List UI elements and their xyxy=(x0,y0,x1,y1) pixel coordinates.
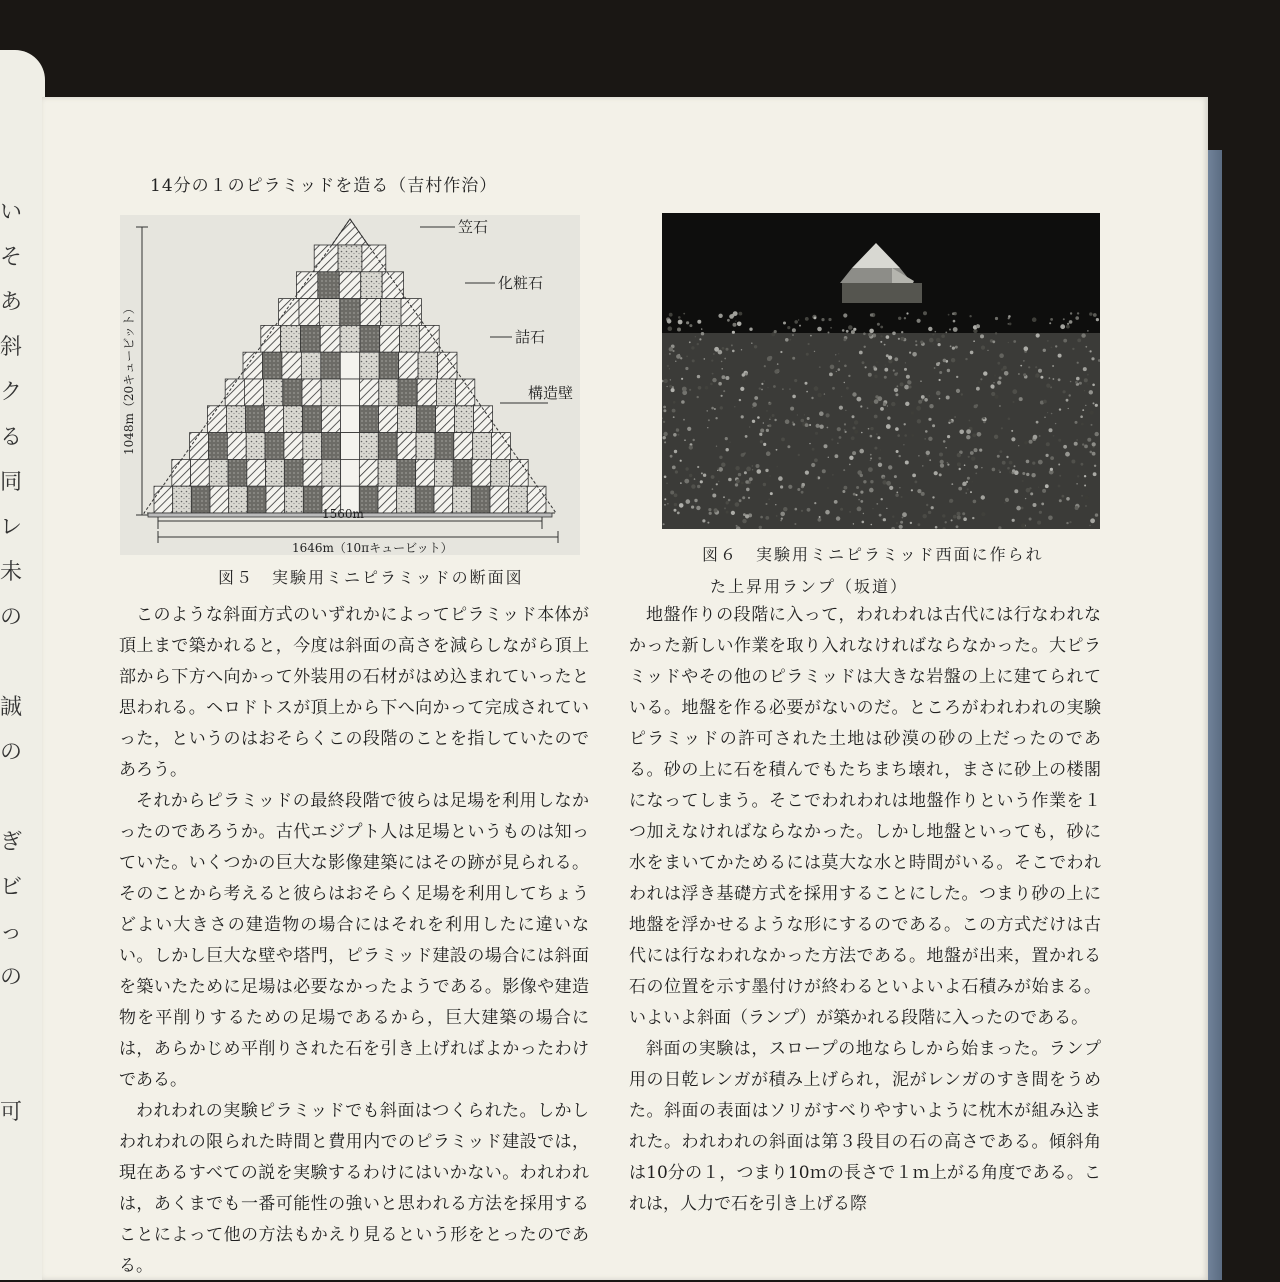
stone-block xyxy=(285,486,304,513)
label-casing-stone: 化粧石 xyxy=(498,274,544,292)
facing-page-char: 未 xyxy=(0,560,23,585)
figure-6-caption xyxy=(702,539,1082,603)
stone-block xyxy=(303,433,322,460)
stone-block xyxy=(434,459,453,486)
stone-block xyxy=(321,379,340,406)
stone-block xyxy=(454,433,473,460)
stone-block xyxy=(455,406,474,433)
stone-block xyxy=(244,379,263,406)
stone-block xyxy=(379,406,398,433)
stone-block xyxy=(229,486,248,513)
paragraph: 斜面の実験は，スロープの地ならしから始まった。ランプ用の日乾レンガが積み上げられ，泥がレンガのすき間をうめた。斜面の表面はソリがすべりやすいように枕木が組み込まれた。われわれの斜面は第３段目の石の高さである。傾斜角は10分の１，つまり10ｍの長さで１ｍ上がる角度である。これは，人力で石を引き上げる際 xyxy=(629,1039,1101,1214)
stone-block xyxy=(379,352,398,379)
stone-block xyxy=(379,379,398,406)
stone-block xyxy=(266,459,285,486)
stone-block xyxy=(382,272,403,299)
stone-block xyxy=(359,433,378,460)
stone-block xyxy=(378,433,397,460)
stone-block xyxy=(320,325,340,352)
stone-block xyxy=(340,325,360,352)
stone-block xyxy=(303,486,322,513)
left-text-column xyxy=(119,600,589,1282)
running-header: 14分の１のピラミッドを造る（吉村作治） xyxy=(150,176,498,196)
stone-block xyxy=(264,379,283,406)
facing-page-char: 誠 xyxy=(0,695,23,720)
stone-block xyxy=(322,433,341,460)
stone-block xyxy=(360,352,379,379)
facing-page-char: い xyxy=(0,200,23,225)
stone-block xyxy=(303,459,322,486)
stone-block xyxy=(471,486,490,513)
stone-block xyxy=(265,433,284,460)
stone-block xyxy=(340,379,359,406)
figure-6-photo xyxy=(662,213,1100,529)
figure-6-caption-line-1: 図６ 実験用ミニピラミッド西面に作られ xyxy=(702,545,1044,564)
stone-block xyxy=(400,325,420,352)
stone-block xyxy=(378,459,397,486)
stone-block xyxy=(341,459,360,486)
book-page xyxy=(42,97,1208,1280)
stone-block xyxy=(302,379,321,406)
paragraph: われわれの実験ピラミッドでも斜面はつくられた。しかしわれわれの限られた時間と費用内でのピラミッド建設では，現在あるすべての説を実験するわけにはいかない。われわれは，あくまでも一番可能性の強いと思われる方法を採用することによって他の方法もかえり見るという形をとったのである。 xyxy=(119,1101,589,1276)
stone-block xyxy=(362,245,386,272)
stone-block xyxy=(491,459,510,486)
stone-block xyxy=(417,406,436,433)
label-fill-stone: 詰石 xyxy=(515,328,546,346)
facing-page-char: ビ xyxy=(0,875,23,900)
stone-block xyxy=(415,486,434,513)
stone-block xyxy=(282,352,301,379)
facing-page-char: 斜 xyxy=(0,335,23,360)
stone-block xyxy=(321,352,340,379)
stone-block xyxy=(228,459,247,486)
stone-block xyxy=(397,433,416,460)
stone-block xyxy=(283,406,302,433)
stone-block xyxy=(434,486,453,513)
stone-block xyxy=(360,406,379,433)
stone-block xyxy=(398,379,417,406)
label-capstone: 笠石 xyxy=(458,218,489,236)
stone-block xyxy=(436,406,455,433)
stone-block xyxy=(154,486,173,513)
figure-5-cross-section xyxy=(120,215,580,555)
stone-block xyxy=(264,406,283,433)
stone-block xyxy=(419,325,439,352)
stone-block xyxy=(339,272,360,299)
stone-block xyxy=(314,245,338,272)
stone-block xyxy=(227,433,246,460)
facing-page-char: ぎ xyxy=(0,830,23,855)
stone-block xyxy=(417,379,436,406)
facing-page-char: あ xyxy=(0,290,23,315)
facing-page-char: の xyxy=(0,965,23,990)
stone-block xyxy=(397,486,416,513)
stone-block xyxy=(246,433,265,460)
capstone-block xyxy=(332,219,368,245)
paragraph: 地盤作りの段階に入って，われわれは古代には行なわれなかった新しい作業を取り入れなければならなかった。大ピラミッドやその他のピラミッドは大きな岩盤の上に建てられている。地盤を作る必要がないのだ。ところがわれわれの実験ピラミッドの許可された土地は砂漠の砂の上だったのである。砂の上に石を積んでもたちまち壊れ，まさに砂上の楼閣になってしまう。そこでわれわれは地盤作りという作業を１つ加えなければならなかった。しかし地盤といっても，砂に水をまいてかためるには莫大な水と時間がいる。そこでわれわれは浮き基礎方式を採用することにした。つまり砂の上に地盤を浮かせるような形にするのである。この方式だけは古代には行なわれなかった方法である。地盤が出来，置かれる石の位置を示す墨付けが終わるといよいよ石積みが始まる。いよいよ斜面（ランプ）が築かれる段階に入ったのである。 xyxy=(629,605,1101,1028)
stone-block xyxy=(191,459,210,486)
stone-block xyxy=(279,299,299,326)
figure-6-caption-line-2: た上昇用ランプ（坂道） xyxy=(710,577,909,596)
stone-block xyxy=(361,272,382,299)
facing-page-char: そ xyxy=(0,245,23,270)
stone-block xyxy=(338,245,362,272)
facing-page-char xyxy=(0,775,30,820)
stone-block xyxy=(299,299,319,326)
stone-block xyxy=(473,433,492,460)
label-structural-wall: 構造壁 xyxy=(528,384,574,402)
facing-page-char: 同 xyxy=(0,470,23,495)
stone-block xyxy=(340,352,359,379)
stone-block xyxy=(283,379,302,406)
facing-page-char: ク xyxy=(0,380,23,405)
stone-block xyxy=(340,406,359,433)
facing-page-char xyxy=(0,1045,30,1090)
facing-page-edge xyxy=(0,50,45,1280)
stone-block xyxy=(321,406,340,433)
stone-block xyxy=(266,486,285,513)
pyramid-cross-section-diagram xyxy=(120,215,580,555)
facing-page-text xyxy=(0,190,30,1135)
stone-block xyxy=(340,299,360,326)
stone-block xyxy=(416,459,435,486)
stone-block xyxy=(399,352,418,379)
stone-block xyxy=(509,486,528,513)
stone-block xyxy=(397,459,416,486)
stone-block xyxy=(318,272,339,299)
stone-block xyxy=(262,352,281,379)
stone-block xyxy=(247,459,266,486)
stone-block xyxy=(226,406,245,433)
stone-block xyxy=(173,486,192,513)
base-dimension-label: 1560m xyxy=(322,507,364,521)
stone-block xyxy=(416,433,435,460)
stone-block xyxy=(322,459,341,486)
stone-block xyxy=(208,433,227,460)
stone-block xyxy=(301,352,320,379)
stone-block xyxy=(381,299,401,326)
stone-block xyxy=(191,486,210,513)
stone-block xyxy=(398,406,417,433)
facing-page-char: 可 xyxy=(0,1100,23,1125)
figure-5-caption: 図５ 実験用ミニピラミッドの断面図 xyxy=(218,568,524,587)
paragraph: それからピラミッドの最終段階で彼らは足場を利用しなかったのであろうか。古代エジプト人は足場というものは知っていた。いくつかの巨大な影像建築にはその跡が見られる。そのことから考えると彼らはおそらく足場を利用してちょうどよい大きさの建造物の場合にはそれを利用したに違いない。しかし巨大な壁や塔門，ピラミッド建設の場合には斜面を築いたために足場は必要なかったようである。影像や建造物を平削りするための足場であるから，巨大建築の場合には，あらかじめ平削りされた石を引き上げればよかったわけである。 xyxy=(119,791,589,1090)
facing-page-char xyxy=(0,1000,30,1045)
stone-block xyxy=(378,486,397,513)
facing-page-char: る xyxy=(0,425,23,450)
stone-block xyxy=(209,459,228,486)
stone-block xyxy=(380,325,400,352)
stone-block xyxy=(360,299,380,326)
stone-block xyxy=(472,459,491,486)
stone-block xyxy=(418,352,437,379)
stone-block xyxy=(490,486,509,513)
pyramid-blocks xyxy=(144,219,556,517)
right-text-column xyxy=(629,600,1101,1220)
stone-block xyxy=(436,379,455,406)
stone-block xyxy=(172,459,191,486)
stone-block xyxy=(492,433,511,460)
stone-block xyxy=(300,325,320,352)
stone-block xyxy=(360,325,380,352)
stone-block xyxy=(509,459,528,486)
stone-block xyxy=(261,325,281,352)
facing-page-char: の xyxy=(0,605,23,630)
stone-block xyxy=(243,352,262,379)
stone-block xyxy=(302,406,321,433)
stone-block xyxy=(296,272,317,299)
stone-block xyxy=(284,433,303,460)
stone-block xyxy=(341,433,360,460)
stone-block xyxy=(435,433,454,460)
stone-block xyxy=(284,459,303,486)
stone-block xyxy=(527,486,546,513)
stone-block xyxy=(190,433,209,460)
stone-block xyxy=(453,459,472,486)
stone-block xyxy=(281,325,301,352)
stone-block xyxy=(245,406,264,433)
stone-block xyxy=(247,486,266,513)
facing-page-char: レ xyxy=(0,515,23,540)
paragraph: このような斜面方式のいずれかによってピラミッド本体が頂上まで築かれると，今度は斜面の高さを減らしながら頂上部から下方へ向かって外装用の石材がはめ込まれていったと思われる。ヘロドトスが頂上から下へ向かって完成されていった，というのはおそらくこの段階のことを指していたのであろう。 xyxy=(119,605,589,780)
stone-block xyxy=(210,486,229,513)
stone-block xyxy=(401,299,421,326)
stone-block xyxy=(453,486,472,513)
stone-block xyxy=(359,459,378,486)
stone-block xyxy=(225,379,244,406)
stone-block xyxy=(319,299,339,326)
outer-base-dimension-label: 1646m（10πキュービット） xyxy=(292,541,453,555)
height-dimension-label: 1048m（20キュービット） xyxy=(122,302,136,455)
stone-block xyxy=(438,352,457,379)
facing-page-char: っ xyxy=(0,920,23,945)
facing-page-char xyxy=(0,640,30,685)
photo-ramp-scene xyxy=(662,213,1100,529)
facing-page-char: の xyxy=(0,740,23,765)
stone-block xyxy=(360,379,379,406)
